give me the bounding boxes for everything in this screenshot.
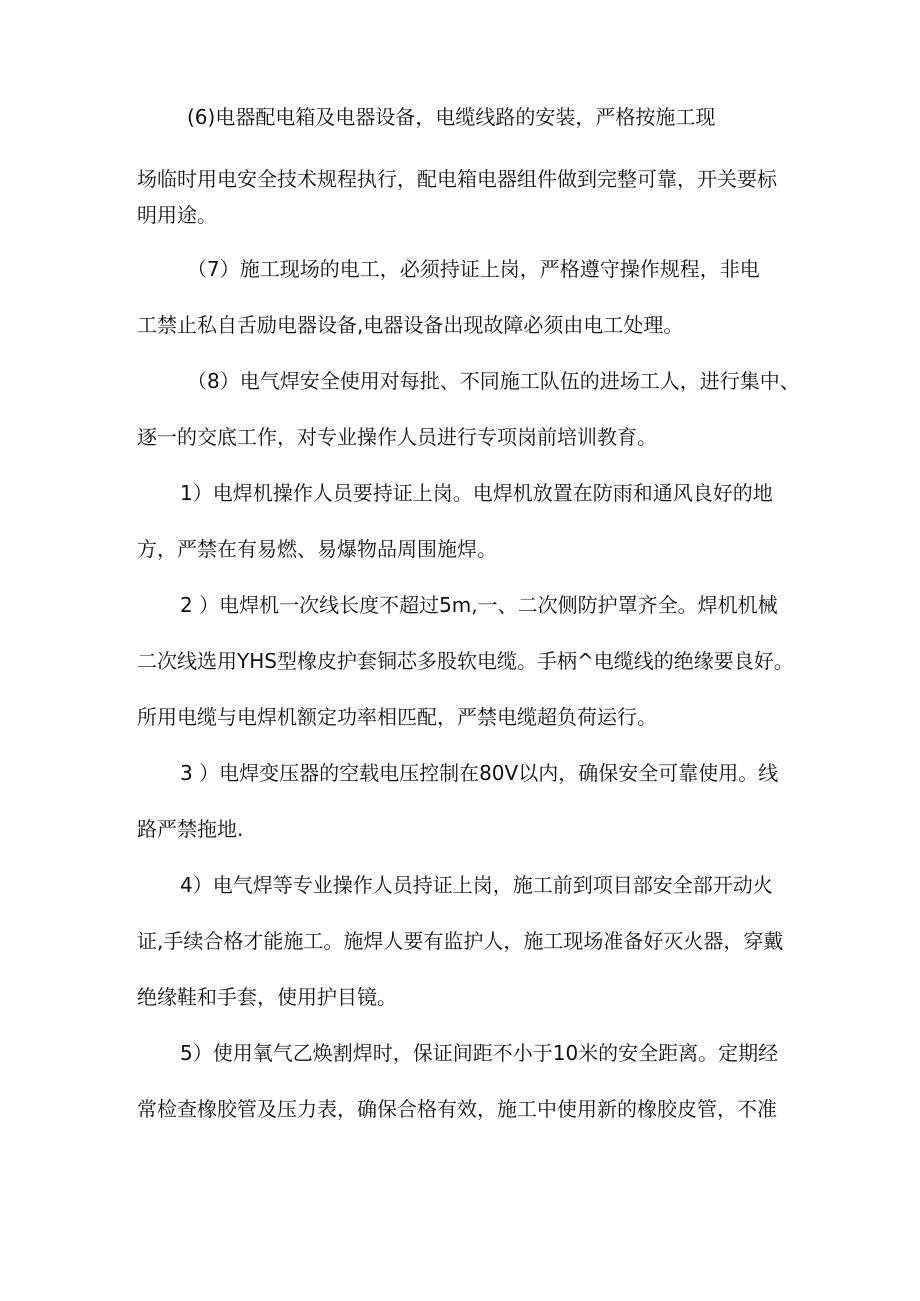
text-line-9: 方，严禁在有易燃、易爆物品周围施焊。: [137, 537, 497, 561]
text-line-2: 场临时用电安全技术规程执行，配电箱电器组件做到完整可靠，开关要标: [137, 167, 777, 191]
text-line-11: 二次线选用YHS型橡皮护套铜芯多股软电缆。手柄^电缆线的绝缘要良好。: [137, 649, 794, 673]
text-line-12: 所用电缆与电焊机额定功率相匹配，严禁电缆超负荷运行。: [137, 705, 657, 729]
text-line-4: （7）施工现场的电工，必须持证上岗，严格遵守操作规程，非电: [187, 257, 760, 281]
text-line-5: 工禁止私自舌励电器设备,电器设备出现故障必须由电工处理。: [137, 313, 684, 337]
text-line-6: （8）电气焊安全使用对每批、不同施工队伍的进场工人，进行集中、: [187, 369, 800, 393]
text-line-14: 路严禁拖地.: [137, 817, 244, 841]
text-line-19: 常检查橡胶管及压力表，确保合格有效，施工中使用新的橡胶皮管，不准: [137, 1097, 777, 1121]
text-line-15: 4）电气焊等专业操作人员持证上岗，施工前到项目部安全部开动火: [180, 873, 773, 897]
text-line-10: 2 ）电焊机一次线长度不超过5m,一、二次侧防护罩齐全。焊机机械: [180, 593, 778, 617]
text-line-18: 5）使用氧气乙焕割焊时，保证间距不小于10米的安全距离。定期经: [180, 1041, 779, 1065]
text-line-1: (6)电器配电箱及电器设备，电缆线路的安装，严格按施工现: [187, 105, 716, 129]
text-line-3: 明用途。: [137, 203, 217, 227]
text-line-13: 3 ）电焊变压器的空载电压控制在80V以内，确保安全可靠使用。线: [180, 761, 779, 785]
text-line-16: 证,手续合格才能施工。施焊人要有监护人，施工现场准备好灭火器，穿戴: [137, 929, 784, 953]
text-line-7: 逐一的交底工作，对专业操作人员进行专项岗前培训教育。: [137, 425, 657, 449]
text-line-17: 绝缘鞋和手套，使用护目镜。: [137, 985, 397, 1009]
text-line-8: 1）电焊机操作人员要持证上岗。电焊机放置在防雨和通风良好的地: [180, 481, 773, 505]
